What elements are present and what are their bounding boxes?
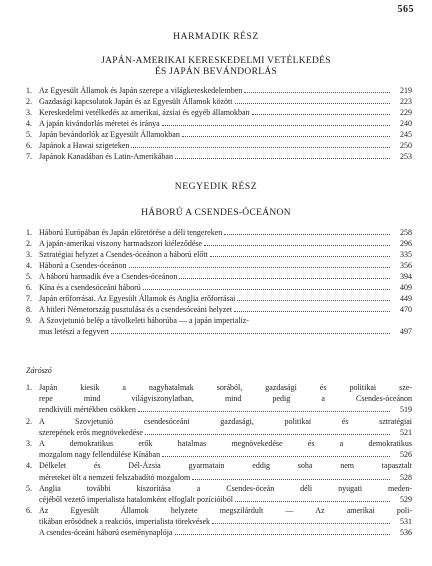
toc-entry-number: 2. — [26, 97, 32, 106]
closing-entry-text: A csendes-óceáni háború eseménynaplója — [39, 528, 173, 538]
dot-leader — [162, 118, 390, 126]
closing-entry-line — [26, 505, 412, 516]
toc-entry-page: 229 — [400, 108, 412, 117]
dot-leader — [235, 494, 390, 502]
toc-entry-page: 497 — [400, 327, 412, 336]
closing-entry-text: Japán kiesik a nagyhatalmak sorából, gazdasági és politikai sze- — [39, 383, 412, 392]
toc-entry — [26, 140, 412, 151]
closing-entry-line — [26, 382, 412, 393]
closing-entry-text: szerepének erős megnövekedése — [39, 427, 143, 437]
closing-entry-number: 1. — [26, 383, 32, 392]
toc-entry-number: 3. — [26, 108, 32, 117]
toc-entry-title: Az Egyesült Államok és Japán szerepe a világkereskedelemben — [39, 86, 243, 95]
toc-entry — [26, 85, 412, 96]
closing-entry — [26, 382, 412, 416]
toc-entry-title: A hitleri Németország pusztulása és a csendesóceáni helyzet — [39, 305, 233, 314]
closing-entry — [26, 438, 412, 460]
toc-entry — [26, 238, 412, 249]
toc-entry-title: A japán kivándorlás méretei és iránya — [39, 119, 160, 128]
toc-entry — [26, 260, 412, 271]
toc-entry-title: Japánok Kanadában és Latin-Amerikában — [39, 152, 173, 161]
closing-entry-page: 536 — [400, 528, 412, 538]
closing-entry-line — [26, 494, 412, 505]
dot-leader — [210, 249, 390, 257]
toc-entry-page: 245 — [400, 130, 412, 139]
toc-entry-title: A japán-amerikai viszony harmadszori kiéleződése — [39, 239, 203, 248]
dot-leader — [162, 449, 390, 457]
toc-entry-title: Japán erőforrásai. Az Egyesült Államok és Anglia erőforrásai — [39, 294, 236, 303]
part3-toc-list — [26, 85, 412, 162]
closing-entry-text: repe mind világviszonylatban, mind pedig a Csendes-óceánon — [39, 394, 412, 404]
dot-leader — [145, 427, 390, 435]
toc-entry-page: 240 — [400, 119, 412, 128]
dot-leader — [235, 96, 391, 104]
closing-entry-text: A demokratikus erők hatalmas megnövekedése és a demokratikus — [39, 438, 412, 448]
toc-entry-title: A háború harmadik éve a Csendes-óceánon — [39, 272, 178, 281]
toc-entry-page: 253 — [400, 152, 412, 161]
dot-leader — [192, 472, 390, 480]
part4-heading: NEGYEDIK RÉSZ — [174, 182, 258, 192]
closing-entry-page: 519 — [400, 405, 412, 415]
closing-entry-number: 2. — [26, 416, 32, 426]
toc-entry-number: 4. — [26, 261, 32, 270]
toc-entry-page: 258 — [400, 228, 412, 237]
closing-entry-line — [26, 416, 412, 427]
toc-entry-page: 409 — [400, 283, 412, 292]
closing-entry — [26, 505, 412, 527]
toc-entry-number: 5. — [26, 272, 32, 281]
toc-entry-number: 7. — [26, 294, 32, 303]
dot-leader — [204, 238, 390, 246]
toc-entry — [26, 293, 412, 304]
toc-entry-number: 7. — [26, 152, 32, 161]
closing-entry-text: Az Egyesült Államok helyzete megszilárdult — Az amerikai poli- — [39, 506, 412, 516]
toc-entry-number: 1. — [26, 228, 32, 237]
closing-entry-number: 5. — [26, 483, 32, 493]
toc-entry — [26, 96, 412, 107]
closing-entry-text: Délkelet és Dél-Ázsia gyarmatain eddig soha nem tapasztalt — [39, 461, 412, 471]
toc-entry — [26, 107, 412, 118]
closing-entry-line — [26, 516, 412, 527]
toc-entry — [26, 249, 412, 260]
closing-entry-line — [26, 483, 412, 494]
dot-leader — [179, 271, 390, 279]
dot-leader — [138, 404, 390, 412]
toc-entry-title: Japánok a Hawai szigeteken — [39, 141, 130, 150]
part4-title: HÁBORÚ A CSENDES-ÓCEÁNON — [141, 208, 291, 218]
toc-entry-number: 6. — [26, 141, 32, 150]
toc-entry — [26, 129, 412, 140]
dot-leader — [175, 151, 390, 159]
toc-entry-page: 394 — [400, 272, 412, 281]
toc-entry-page: 296 — [400, 239, 412, 248]
toc-entry — [26, 304, 412, 315]
toc-entry-page: 250 — [400, 141, 412, 150]
closing-entry-line — [26, 460, 412, 471]
toc-entry-page: 223 — [400, 97, 412, 106]
dot-leader — [224, 227, 390, 235]
closing-entry-line — [26, 438, 412, 449]
closing-entry — [26, 483, 412, 505]
part3-title-line2: ÉS JAPÁN BEVÁNDORLÁS — [154, 67, 278, 77]
toc-entry — [26, 151, 412, 162]
closing-entry — [26, 416, 412, 438]
toc-entry-number: 2. — [26, 239, 32, 248]
closing-entry-page: 521 — [400, 427, 412, 437]
toc-entry-title: Háború a Csendes-óceánon — [39, 261, 127, 270]
closing-entry-page: 528 — [400, 472, 412, 482]
toc-entry-title: Kína és a csendesóceáni háború — [39, 283, 141, 292]
closing-entry-text: rendkívüli mértékben csökken — [39, 405, 136, 415]
dot-leader — [237, 293, 390, 301]
closing-entry-line — [26, 472, 412, 483]
closing-entry-line — [26, 404, 412, 415]
closing-entry-number: 3. — [26, 438, 32, 448]
closing-entry-text: tikában erősödnek a reakciós, imperialista törekvések — [39, 517, 211, 527]
closing-entry-page: 526 — [400, 450, 412, 460]
closing-entry-text: méreteket ölt a nemzeti felszabadító mozgalom — [39, 472, 191, 482]
dot-leader — [131, 140, 390, 148]
toc-entry — [26, 315, 412, 326]
closing-entry-line — [26, 527, 412, 538]
dot-leader — [252, 107, 390, 115]
dot-leader — [111, 326, 390, 334]
toc-entry-number: 4. — [26, 119, 32, 128]
toc-entry-page: 335 — [400, 250, 412, 259]
closing-entry — [26, 460, 412, 482]
part3-heading: HARMADIK RÉSZ — [173, 32, 259, 42]
toc-entry-title: Sztratégiai helyzet a Csendes-óceánon a háború előtt — [39, 250, 208, 259]
closing-toc-list — [26, 382, 412, 539]
closing-entry-page: 531 — [400, 517, 412, 527]
dot-leader — [129, 260, 390, 268]
dot-leader — [143, 282, 390, 290]
closing-entry-number: 4. — [26, 461, 32, 471]
toc-entry-number: 8. — [26, 305, 32, 314]
closing-entry-page: 529 — [400, 494, 412, 504]
closing-entry-text: céjéből vezető imperialista hatalomként elfoglalt pozícióiból — [39, 494, 233, 504]
closing-entry-line — [26, 449, 412, 460]
dot-leader — [244, 85, 390, 93]
closing-entry — [26, 527, 412, 538]
closing-entry-text: mozgalom nagy fellendülése Kínában — [39, 450, 161, 460]
toc-entry — [26, 282, 412, 293]
dot-leader — [212, 516, 390, 524]
toc-entry-page: 470 — [400, 305, 412, 314]
toc-entry-title: Japán bevándorlók az Egyesült Államokban — [39, 130, 180, 139]
closing-heading: Zárószó — [26, 366, 52, 375]
toc-entry-title: Kereskedelmi vetélkedés az amerikai, ázsiai és egyéb államokban — [39, 108, 250, 117]
toc-entry-continuation — [26, 326, 412, 337]
closing-entry-line — [26, 427, 412, 438]
part4-toc-list — [26, 227, 412, 337]
dot-leader — [234, 304, 390, 312]
dot-leader — [182, 129, 390, 137]
closing-entry-text: A Szovjetunió csendesóceáni gazdasági, politikai és sztratégiai — [39, 416, 412, 426]
closing-entry-line — [26, 393, 412, 404]
toc-entry-page: 219 — [400, 86, 412, 95]
toc-entry-number: 9. — [26, 316, 32, 325]
toc-entry-number: 6. — [26, 283, 32, 292]
part3-title-line1: JAPÁN-AMERIKAI KERESKEDELMI VETÉLKEDÉS — [101, 56, 331, 66]
toc-entry-title: Gazdasági kapcsolatok Japán és az Egyesült Államok között — [39, 97, 233, 106]
toc-entry-title-cont: mus letészi a fegyvert — [39, 327, 109, 336]
dot-leader — [175, 527, 390, 535]
toc-entry — [26, 271, 412, 282]
toc-entry-title: Háború Európában és Japán előretörése a déli tengereken — [39, 228, 223, 237]
toc-entry-number: 5. — [26, 130, 32, 139]
toc-entry-title: A Szovjetunió belép a távolkeleti háborúba — a japán imperializ- — [39, 316, 249, 325]
toc-entry-number: 3. — [26, 250, 32, 259]
toc-entry — [26, 118, 412, 129]
toc-entry-number: 1. — [26, 86, 32, 95]
toc-entry — [26, 227, 412, 238]
toc-entry-page: 356 — [400, 261, 412, 270]
closing-entry-text: Anglia további kiszorítása a Csendes-óceán déli nyugati meden- — [39, 483, 412, 493]
toc-entry-page: 449 — [400, 294, 412, 303]
closing-entry-number: 6. — [26, 506, 32, 516]
page-number: 565 — [397, 4, 414, 15]
